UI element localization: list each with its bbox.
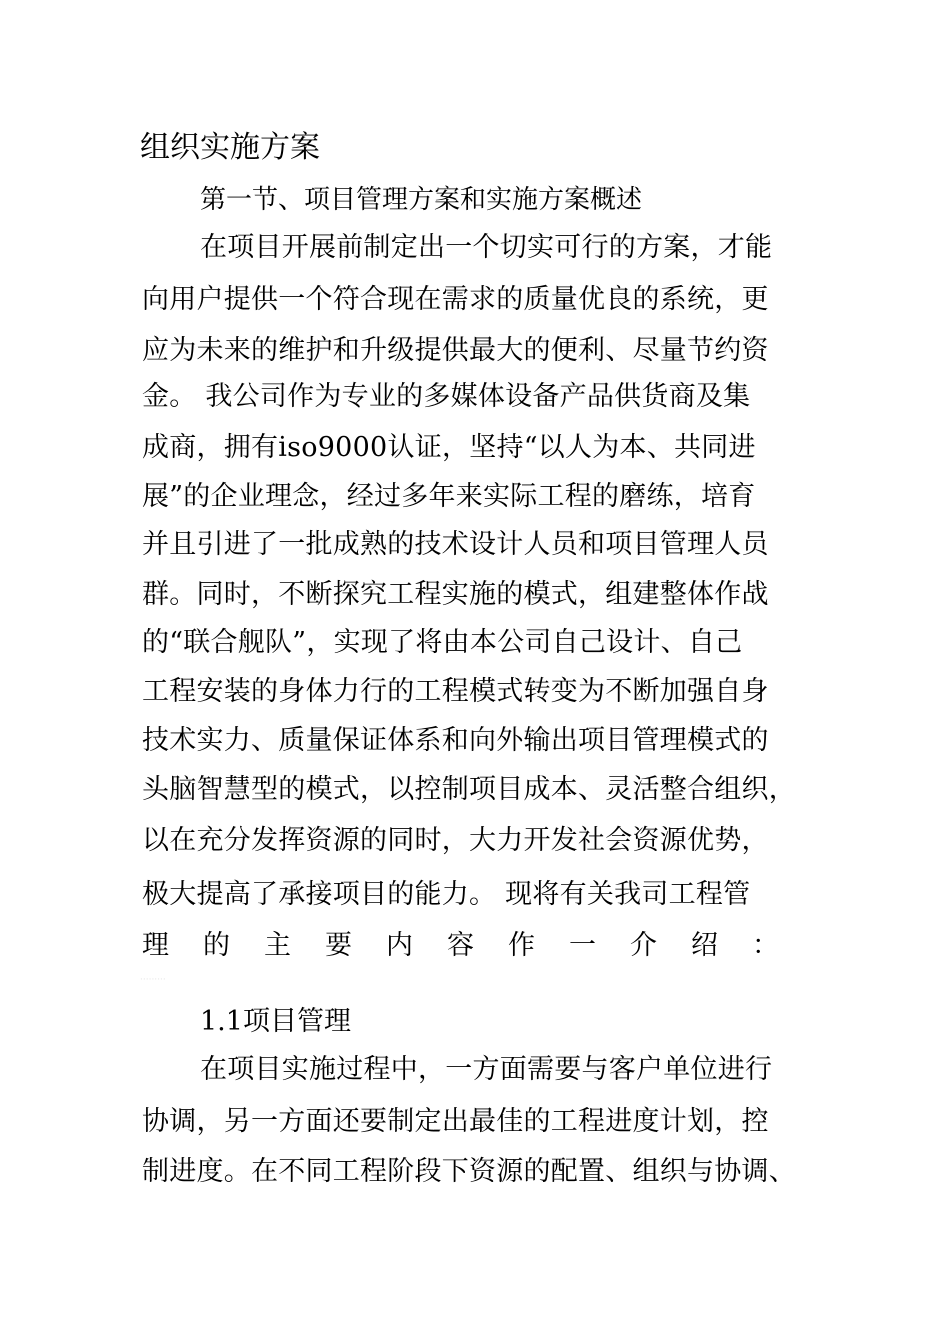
paragraph-line: 以在充分发挥资源的同时，大力开发社会资源优势， xyxy=(142,825,769,856)
document-title: 组织实施方案 xyxy=(140,130,320,165)
paragraph-line: 极大提高了承接项目的能力。 现将有关我司工程管 xyxy=(142,879,751,910)
paragraph-line: 并且引进了一批成熟的技术设计人员和项目管理人员 xyxy=(142,529,769,560)
paragraph-line: 展”的企业理念，经过多年来实际工程的磨练，培育 xyxy=(142,481,756,512)
paragraph-line: 在项目实施过程中，一方面需要与客户单位进行 xyxy=(200,1054,773,1085)
section-heading: 第一节、项目管理方案和实施方案概述 xyxy=(200,185,643,215)
paragraph-line: 头脑智慧型的模式，以控制项目成本、灵活整合组织， xyxy=(142,774,796,805)
subsection-heading: 1.1项目管理 xyxy=(200,1006,351,1037)
paragraph-line: 群。同时，不断探究工程实施的模式，组建整体作战 xyxy=(142,579,769,610)
paragraph-line: 的“联合舰队”，实现了将由本公司自己设计、自己 xyxy=(142,627,743,658)
paragraph-line: 向用户提供一个符合现在需求的质量优良的系统，更 xyxy=(142,284,769,315)
paragraph-line: 技术实力、质量保证体系和向外输出项目管理模式的 xyxy=(142,725,769,756)
faint-scan-mark: ········· xyxy=(140,975,166,985)
paragraph-line: 工程安装的身体力行的工程模式转变为不断加强自身 xyxy=(142,676,769,707)
paragraph-line: 金。 我公司作为专业的多媒体设备产品供货商及集 xyxy=(142,381,751,412)
paragraph-line: 协调，另一方面还要制定出最佳的工程进度计划，控 xyxy=(142,1106,769,1137)
paragraph-line: 在项目开展前制定出一个切实可行的方案，才能 xyxy=(200,232,773,263)
paragraph-line: 应为未来的维护和升级提供最大的便利、尽量节约资 xyxy=(142,335,769,366)
paragraph-line: 成商，拥有iso9000认证，坚持“以人为本、共同进 xyxy=(142,432,756,463)
paragraph-line: 理的主要内容作一介绍： xyxy=(142,930,813,961)
paragraph-line: 制进度。在不同工程阶段下资源的配置、组织与协调、 xyxy=(142,1156,796,1187)
